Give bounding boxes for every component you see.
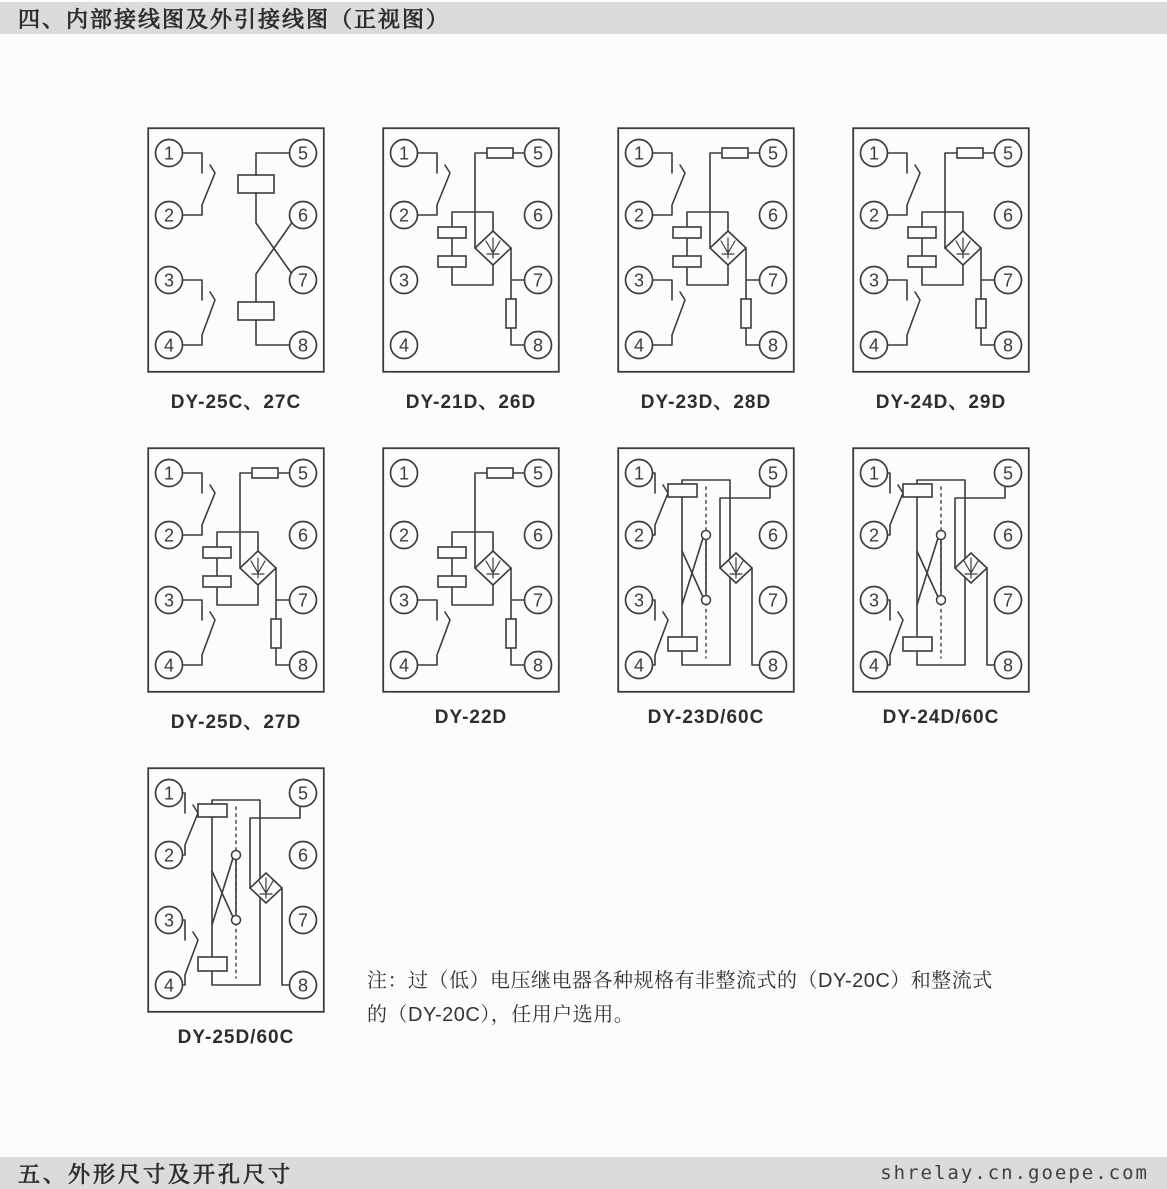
- terminal-number: 8: [532, 335, 544, 356]
- diagram-label: DY-22D: [434, 707, 508, 728]
- terminal-number: 1: [163, 783, 175, 804]
- terminal-number: 6: [1002, 205, 1014, 226]
- terminal-number: 2: [163, 205, 175, 226]
- terminal-number: 6: [767, 205, 779, 226]
- terminal-number: 3: [633, 270, 645, 291]
- relay-diagram-cell: [147, 767, 325, 1049]
- terminal-number: 7: [767, 270, 779, 291]
- diagram-label: DY-24D/60C: [882, 707, 1000, 728]
- terminal-number: 3: [398, 590, 410, 611]
- terminal-number: 8: [1002, 655, 1014, 676]
- section-footer-title: 五、外形尺寸及开孔尺寸: [18, 1161, 294, 1187]
- terminal-number: 1: [868, 143, 880, 164]
- terminal-number: 5: [297, 463, 309, 484]
- relay-diagram-cell: [617, 447, 795, 729]
- terminal-number: 8: [532, 655, 544, 676]
- terminal-number: 1: [398, 463, 410, 484]
- terminal-number: 1: [163, 143, 175, 164]
- wiring-diagram: [852, 127, 1030, 373]
- terminal-number: 4: [398, 655, 410, 676]
- terminal-number: 1: [398, 143, 410, 164]
- terminal-number: 7: [297, 910, 309, 931]
- terminal-number: 1: [633, 463, 645, 484]
- terminal-number: 4: [633, 655, 645, 676]
- diagram-label: DY-25C、27C: [170, 392, 302, 413]
- watermark-url: shrelay.cn.goepe.com: [880, 1162, 1149, 1184]
- terminal-number: 5: [1002, 143, 1014, 164]
- section-header-bar: [0, 2, 1167, 34]
- terminal-number: 3: [398, 270, 410, 291]
- selection-note: [367, 964, 993, 1032]
- wiring-diagram: [617, 447, 795, 693]
- terminal-number: 1: [868, 463, 880, 484]
- terminal-number: 5: [532, 463, 544, 484]
- terminal-number: 4: [868, 655, 880, 676]
- relay-diagram-cell: [852, 127, 1030, 414]
- wiring-diagram: [147, 447, 325, 693]
- terminal-number: 3: [633, 590, 645, 611]
- terminal-number: 3: [163, 270, 175, 291]
- terminal-number: 5: [767, 463, 779, 484]
- diagram-label: DY-23D/60C: [647, 707, 765, 728]
- terminal-number: 6: [532, 205, 544, 226]
- terminal-number: 8: [767, 655, 779, 676]
- wiring-diagram: [852, 447, 1030, 693]
- terminal-number: 5: [297, 783, 309, 804]
- relay-diagram-cell: [382, 447, 560, 729]
- terminal-number: 2: [633, 205, 645, 226]
- diagram-label: DY-23D、28D: [640, 392, 772, 413]
- terminal-number: 3: [163, 910, 175, 931]
- relay-diagram-cell: [617, 127, 795, 414]
- diagram-label: DY-21D、26D: [405, 392, 537, 413]
- terminal-number: 4: [398, 335, 410, 356]
- diagram-label: DY-25D/60C: [177, 1027, 295, 1048]
- terminal-number: 5: [1002, 463, 1014, 484]
- terminal-number: 5: [297, 143, 309, 164]
- terminal-number: 3: [868, 590, 880, 611]
- wiring-diagram: [382, 127, 560, 373]
- relay-diagram-cell: [852, 447, 1030, 729]
- terminal-number: 8: [297, 975, 309, 996]
- terminal-number: 6: [767, 525, 779, 546]
- terminal-number: 8: [767, 335, 779, 356]
- terminal-number: 8: [297, 655, 309, 676]
- terminal-number: 5: [532, 143, 544, 164]
- terminal-number: 8: [1002, 335, 1014, 356]
- terminal-number: 6: [1002, 525, 1014, 546]
- terminal-number: 7: [532, 270, 544, 291]
- terminal-number: 4: [633, 335, 645, 356]
- terminal-number: 2: [868, 525, 880, 546]
- section-footer-bar: [0, 1157, 1167, 1189]
- relay-diagram-cell: [147, 447, 325, 734]
- terminal-number: 2: [398, 525, 410, 546]
- note-line-1: 注：过（低）电压继电器各种规格有非整流式的（DY-20C）和整流式: [367, 970, 993, 992]
- diagram-label: DY-25D、27D: [170, 712, 302, 733]
- terminal-number: 4: [163, 335, 175, 356]
- wiring-diagram: [382, 447, 560, 693]
- terminal-number: 7: [1002, 270, 1014, 291]
- terminal-number: 7: [297, 270, 309, 291]
- terminal-number: 7: [1002, 590, 1014, 611]
- terminal-number: 8: [297, 335, 309, 356]
- terminal-number: 7: [767, 590, 779, 611]
- terminal-number: 2: [398, 205, 410, 226]
- wiring-diagram: [617, 127, 795, 373]
- terminal-number: 7: [532, 590, 544, 611]
- diagram-label: DY-24D、29D: [875, 392, 1007, 413]
- terminal-number: 3: [868, 270, 880, 291]
- terminal-number: 4: [868, 335, 880, 356]
- wiring-diagram: [147, 767, 325, 1013]
- terminal-number: 6: [297, 205, 309, 226]
- terminal-number: 1: [163, 463, 175, 484]
- terminal-number: 6: [297, 525, 309, 546]
- terminal-number: 1: [633, 143, 645, 164]
- terminal-number: 2: [163, 525, 175, 546]
- terminal-number: 2: [163, 845, 175, 866]
- section-header-title: 四、内部接线图及外引接线图（正视图）: [18, 6, 451, 32]
- relay-diagram-cell: [147, 127, 325, 414]
- note-line-2: 的（DY-20C），任用户选用。: [367, 1004, 635, 1026]
- terminal-number: 4: [163, 655, 175, 676]
- terminal-number: 7: [297, 590, 309, 611]
- terminal-number: 3: [163, 590, 175, 611]
- terminal-number: 2: [868, 205, 880, 226]
- terminal-number: 6: [297, 845, 309, 866]
- terminal-number: 2: [633, 525, 645, 546]
- wiring-diagram: [147, 127, 325, 373]
- relay-diagram-cell: [382, 127, 560, 414]
- terminal-number: 5: [767, 143, 779, 164]
- terminal-number: 4: [163, 975, 175, 996]
- terminal-number: 6: [532, 525, 544, 546]
